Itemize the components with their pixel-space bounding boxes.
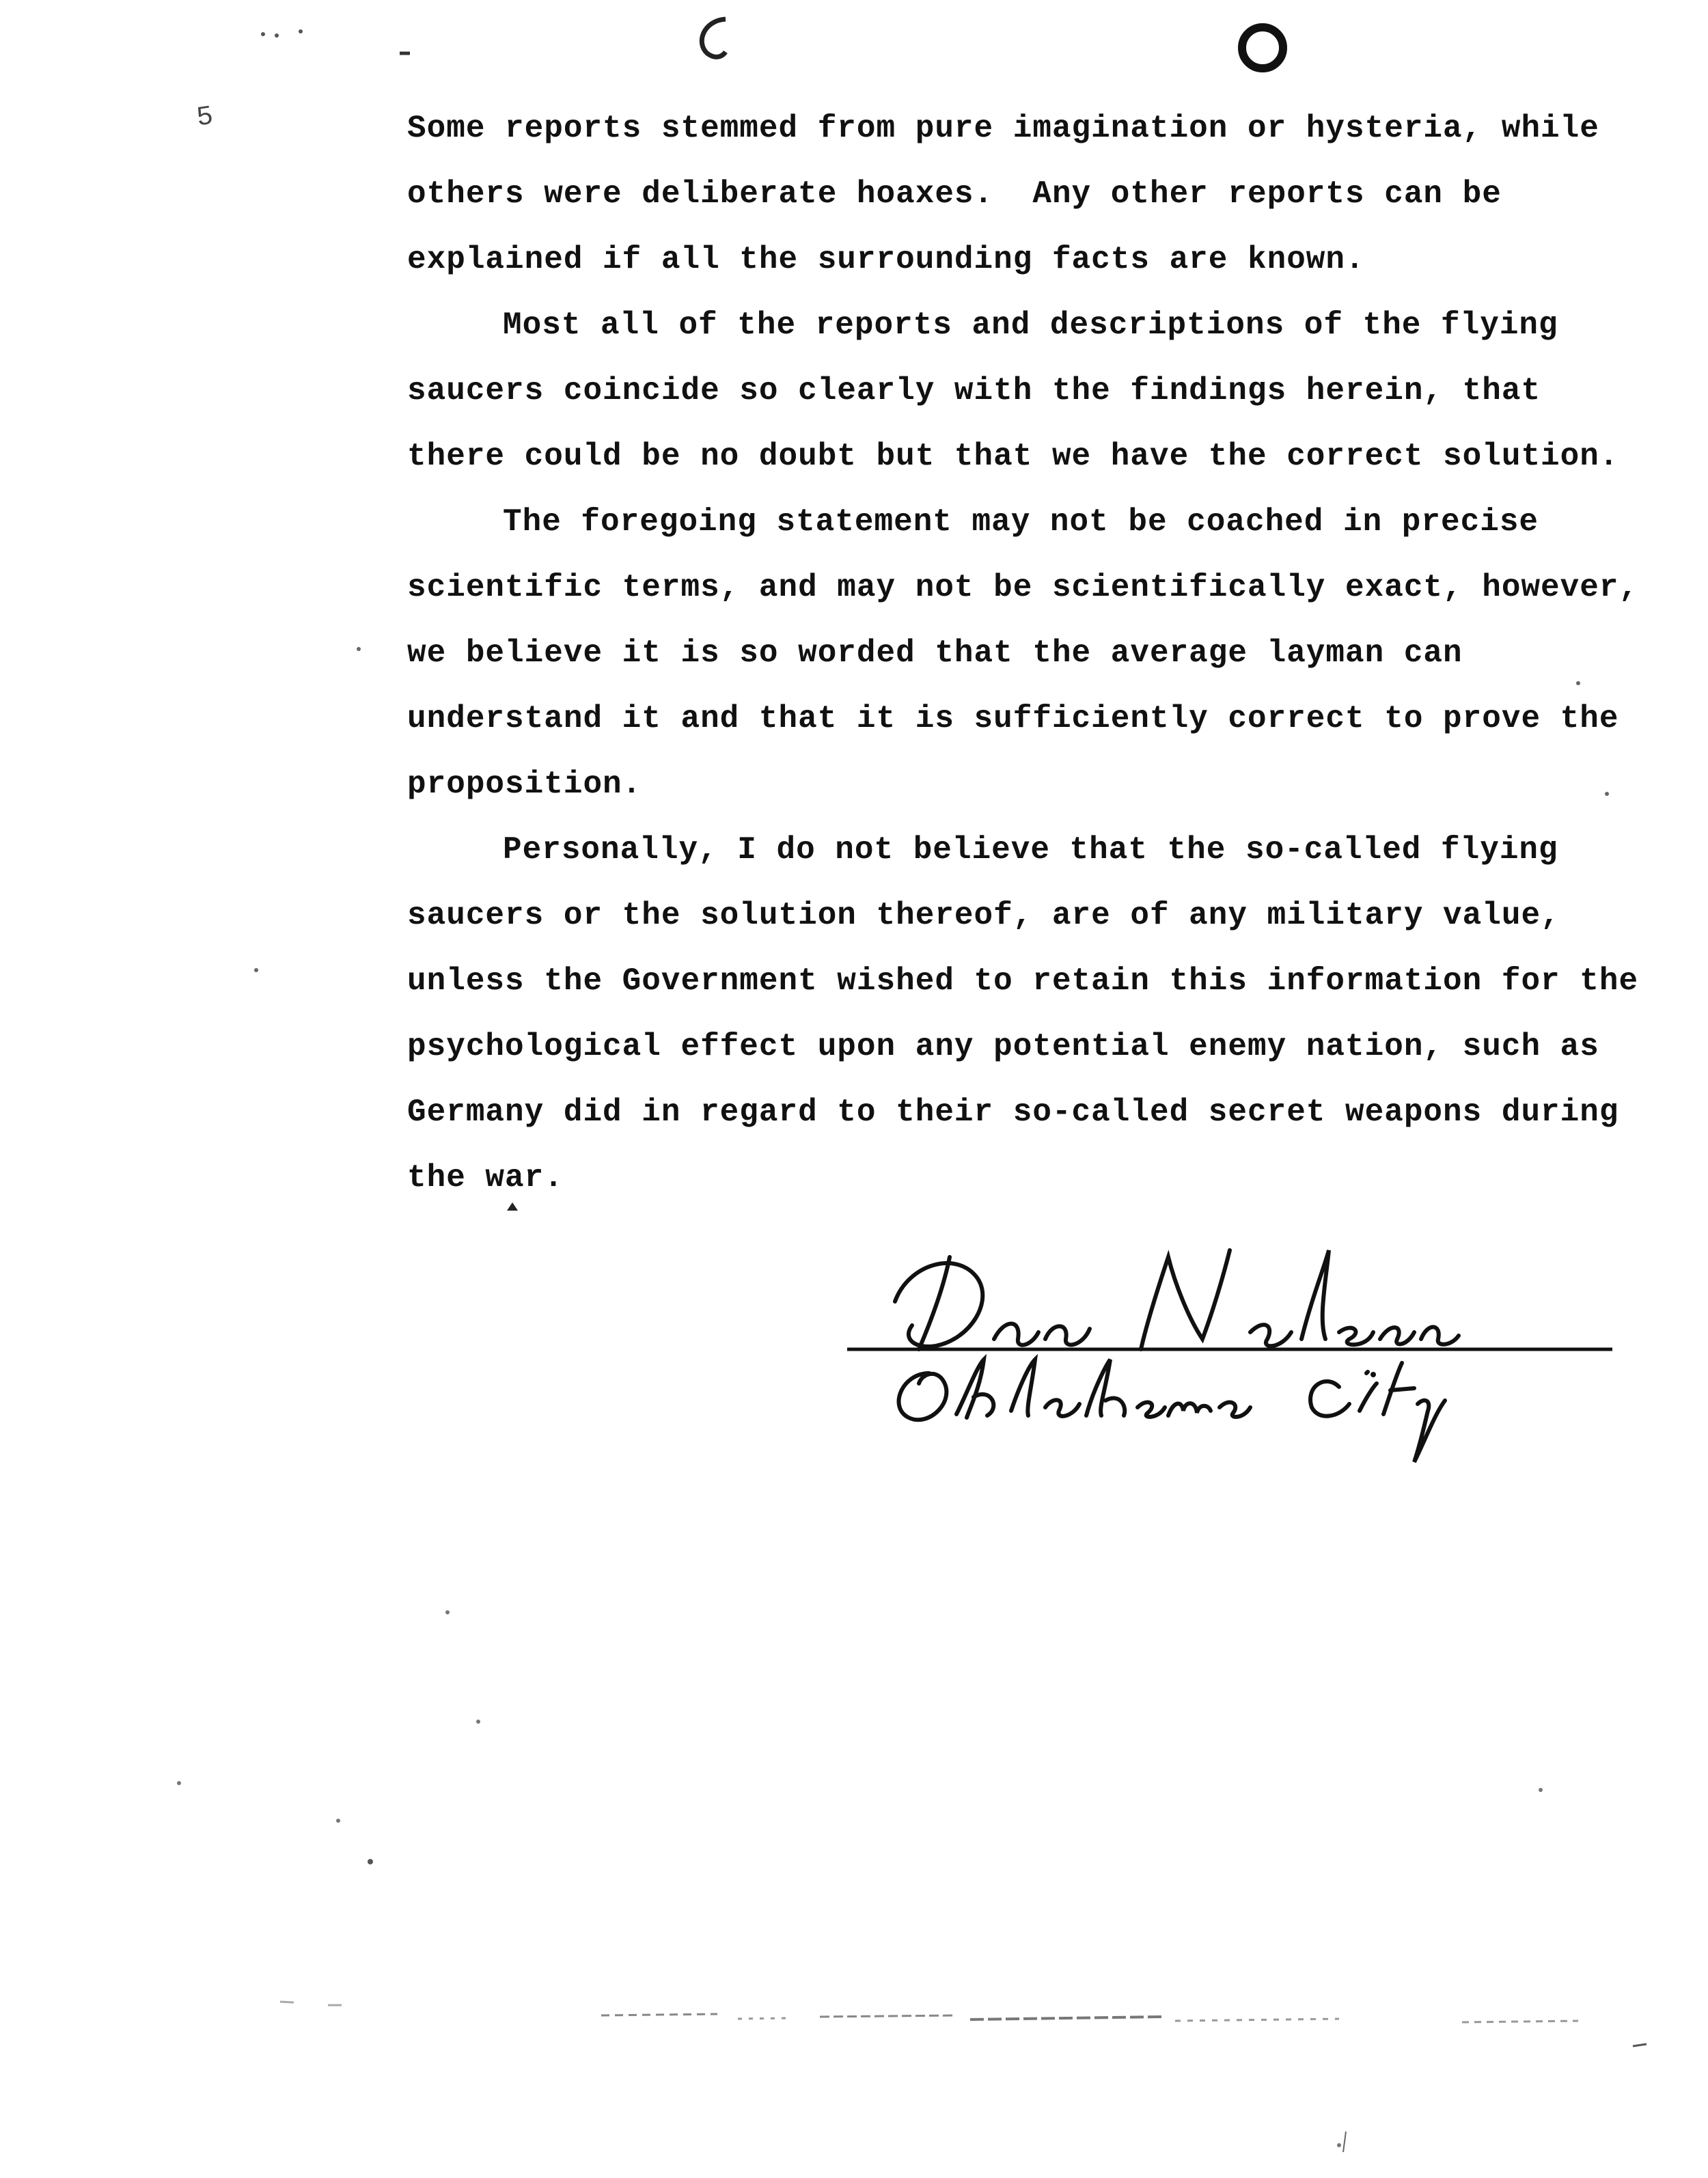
signature-image: [847, 1237, 1612, 1496]
paragraph: Some reports stemmed from pure imagination or hysteria, while others were deliberate hoaxes. Any other reports can be explained if all the surrounding facts are known.: [407, 111, 1619, 277]
page-number: 5: [194, 101, 216, 135]
handwritten-signature: [847, 1237, 1612, 1496]
letter-body: [407, 96, 1658, 1211]
paragraph: Personally, I do not believe that the so-called flying saucers or the solution thereof, are of any military value, unless the Government wished to retain this information for the psychological effect upon any potential enemy nation, such as Germany did in regard to their so-called secret weapons during the war.: [407, 832, 1658, 1196]
paragraph: Most all of the reports and descriptions of the flying saucers coincide so clearly with the findings herein, that there could be no doubt but that we have the correct solution.: [407, 307, 1619, 474]
paragraph: The foregoing statement may not be coached in precise scientific terms, and may not be scientifically exact, however, we believe it is so worded that the average layman can understand it and that it is sufficiently correct to prove the proposition.: [407, 504, 1658, 802]
